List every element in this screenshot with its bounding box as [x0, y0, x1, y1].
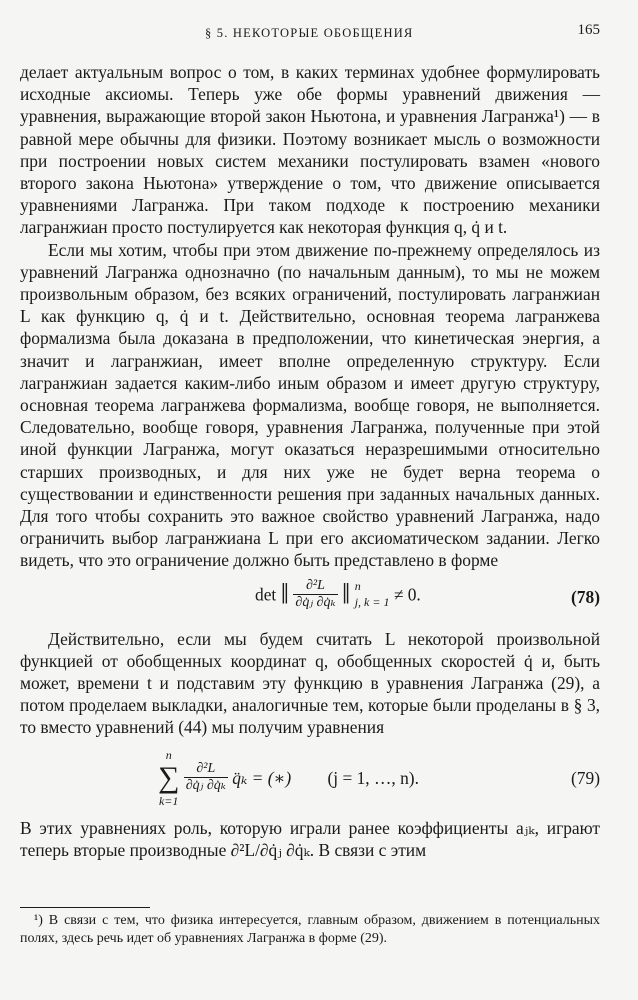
main-text [20, 61, 600, 861]
eq78-det: det [255, 584, 277, 605]
eq79-numerator: ∂²L [184, 761, 228, 778]
paragraph-1: делает актуальным вопрос о том, в каких терминах удобнее формулировать исходные аксиомы. Теперь уже обе формы уравнений движения — уравнения, выражающие второй закон Ньютона, и уравнения Лагранжа¹) — в равной мере обычны для физики. Поэтому возникает мысль о возможности при построении новых систем механики постулировать взамен «нового второго закона Ньютона» утверждение о том, что движение описывается уравнениями Лагранжа. При таком подходе к построению механики лагранжиан просто постулируется как некоторая функция q, q̇ и t. [20, 62, 600, 238]
equation-79 [20, 739, 600, 817]
footnote-divider [20, 907, 150, 908]
eq79-term: q̈ₖ = (∗) [232, 767, 292, 788]
running-head [0, 22, 638, 44]
footnote [20, 912, 600, 948]
running-head-title: § 5. НЕКОТОРЫЕ ОБОБЩЕНИЯ [205, 26, 414, 40]
eq78-denominator: ∂q̇ⱼ ∂q̇ₖ [295, 594, 336, 610]
eq79-sum-upper: n [165, 747, 172, 762]
eq78-number: (78) [571, 586, 600, 607]
eq78-relation: ≠ 0. [393, 584, 421, 605]
eq79-sum-lower: k=1 [158, 793, 179, 808]
eq78-upper-limit: n [354, 579, 361, 594]
equation-78: det ‖ $\frac{\text{∂²L}}{\text{∂q̇ⱼ ∂q̇ₖ}}$ ‖ n j, k = 1 ≠ 0. (78) [255, 577, 600, 611]
footnote-text: ¹) В связи с тем, что физика интересуется, главным образом, движением в потенциальных полях, здесь речь идет об уравнениях Лагранжа в форме (29). [20, 913, 600, 946]
paragraph-4: В этих уравнениях роль, которую играли ранее коэффициенты aⱼₖ, играют теперь вторые производные ∂²L/∂q̇ⱼ ∂q̇ₖ. В связи с этим [20, 817, 600, 860]
eq79-fraction [184, 761, 228, 794]
paragraph-3: Действительно, если мы будем считать L некоторой произвольной функцией от обобщенных координат q, обобщенных скоростей q̇ и, быть может, времени t и подставим эту функцию в уравнения Лагранжа (29), а потом проделаем выкладки, аналогичные тем, которые были проделаны в § 3, то вместо уравнений (44) мы получим уравнения [20, 628, 600, 738]
eq78-lower-limit: j, k = 1 [354, 595, 390, 610]
eq79-range: (j = 1, …, n). [327, 767, 419, 788]
eq79-denominator: ∂q̇ⱼ ∂q̇ₖ [185, 778, 226, 794]
eq79-number: (79) [571, 767, 600, 788]
eq78-numerator: ∂²L [293, 578, 337, 595]
eq79-sum-symbol: ∑ [158, 760, 180, 794]
page-number: 165 [577, 22, 600, 38]
eq78-fraction [293, 578, 337, 611]
paragraph-2: Если мы хотим, чтобы при этом движение по-прежнему определялось из уравнений Лагранжа однозначно (по начальным данным), то мы не можем произвольным образом, без всяких ограничений, постулировать лагранжиан L как функцию q, q̇ и t. Действительно, основная теорема лагранжева формализма была доказана в предположении, что кинетическая энергия, а значит и лагранжиан, имеет вполне определенную структуру. Если лагранжиан задается каким-либо иным образом и имеет другую структуру, основная теорема лагранжева формализма, вообще говоря, не выполняется. Следовательно, вообще говоря, уравнения Лагранжа, полученные при этой иной функции Лагранжа, могут оказаться неразрешимыми относительно старших производных, и для них уже не будет верна теорема о существовании и единственности решения при заданных начальных данных. Для того чтобы сохранить это важное свойство уравнений Лагранжа, надо ограничить выбор лагранжиана L при его аксиоматическом задании. Легко видеть, что это ограничение должно быть представлено в форме [20, 239, 600, 571]
